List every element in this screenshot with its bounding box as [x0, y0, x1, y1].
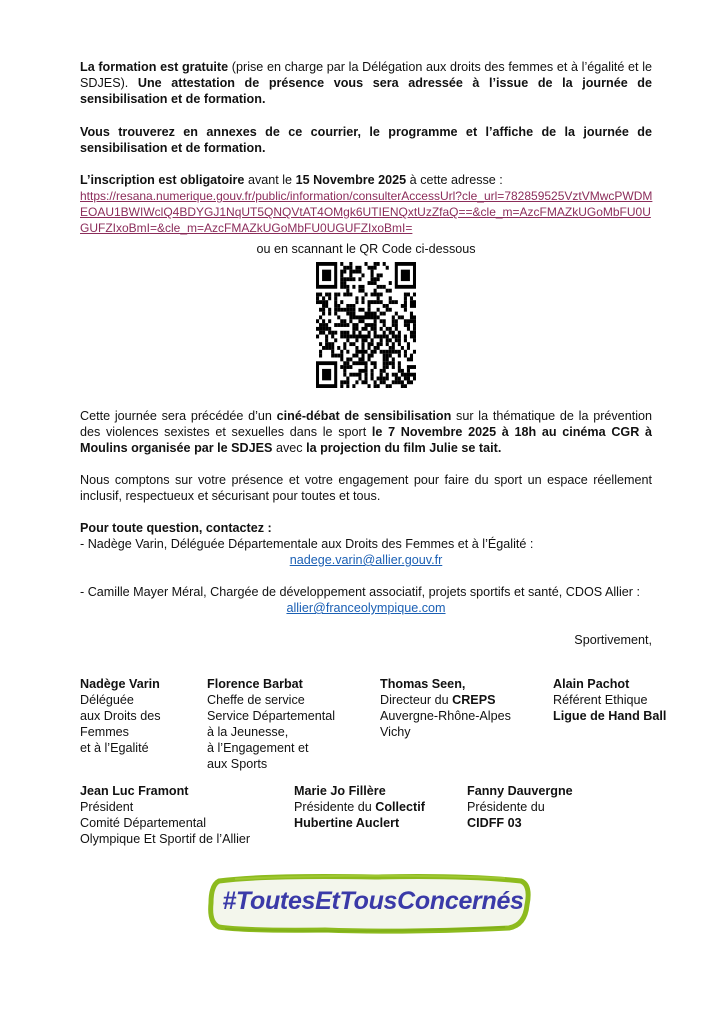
signatory-line-bold: Collectif — [375, 800, 425, 814]
cine-debat-paragraph — [80, 408, 652, 456]
signatory-filliere — [294, 783, 425, 831]
inscription-bold: L’inscription est obligatoire — [80, 173, 245, 187]
signatory-line: Olympique Et Sportif de l’Allier — [80, 832, 251, 846]
signatory-line: Vichy — [380, 725, 411, 739]
signatory-line: Référent Ethique — [553, 693, 648, 707]
signatory-line: CIDFF 03 — [467, 816, 522, 830]
contact-1-email-line — [80, 552, 652, 568]
signatory-line-text: Présidente du — [294, 800, 376, 814]
hashtag-banner-text: #ToutesEtTousConcernés — [222, 887, 524, 915]
inscription-date: 15 Novembre 2025 — [295, 173, 407, 187]
signatory-line: Service Départemental — [207, 709, 336, 723]
signatory-name: Alain Pachot — [553, 677, 630, 691]
signatory-line — [380, 692, 511, 708]
signatory-line-text: Directeur du — [380, 693, 453, 707]
attestation-bold: Une attestation de présence vous sera adressée à l’issue de la journée de sensibilisation et de formation. — [80, 76, 652, 106]
url-paragraph — [80, 188, 654, 236]
registration-link[interactable]: https://resana.numerique.gouv.fr/public/information/consulterAccessUrl?cle_url=782859525VztVMwcPWDMEOAU1BWIWclQ4BDYGJ1NqUT5QNQVtAT4OMgk6UTIENQxtUzZfaQ==&cle_m=AzcFMAZkUGoMbFU0UGUFZIxoBmI=&cle_m=AzcFMAZkUGoMbFU0UGUFZIxoBmI= — [80, 189, 653, 235]
closing: Sportivement, — [574, 633, 652, 647]
signatory-line: Femmes — [80, 725, 129, 739]
signatory-name: Jean Luc Framont — [80, 784, 189, 798]
signatory-line: Ligue de Hand Ball — [553, 709, 667, 723]
contact-2: - Camille Mayer Méral, Chargée de développement associatif, projets sportifs et santé, CDOS Allier : — [80, 585, 640, 599]
cine-bold-d: le 7 Novembre 2025 à 18h au cinéma CGR à Moulins organisée par le SDJES — [80, 425, 652, 455]
annexes-text: Vous trouverez en annexes de ce courrier, le programme et l’affiche de la journée de sensibilisation et de formation. — [80, 125, 652, 155]
contact-title — [80, 520, 652, 536]
inscription-end: à cette adresse : — [406, 173, 503, 187]
signatory-line: et à l’Egalité — [80, 741, 149, 755]
signatory-barbat — [207, 676, 335, 772]
signatory-dauvergne — [467, 783, 573, 831]
inscription-text: avant le — [244, 173, 296, 187]
cine-text-c: sur la thématique de la prévention des violences sexistes et sexuelles dans le sport — [80, 409, 652, 439]
inscription-paragraph — [80, 172, 652, 188]
signatory-line: Présidente du — [467, 800, 545, 814]
signatory-name: Nadège Varin — [80, 677, 160, 691]
contact-title-text: Pour toute question, contactez : — [80, 521, 272, 535]
contact-2-email-line — [80, 600, 652, 616]
contact-2-email-link[interactable]: allier@franceolympique.com — [286, 601, 446, 615]
signatory-line: Auvergne-Rhône-Alpes — [380, 709, 511, 723]
signatory-name: Marie Jo Fillère — [294, 784, 386, 798]
qr-code-image[interactable] — [316, 262, 416, 388]
signatory-line: à la Jeunesse, — [207, 725, 289, 739]
signatory-line: aux Sports — [207, 757, 268, 771]
engagement-paragraph: Nous comptons sur votre présence et votre engagement pour faire du sport un espace réellement inclusif, respectueux et sécurisant pour toutes et tous. — [80, 473, 652, 503]
signatory-line: Cheffe de service — [207, 693, 305, 707]
signatory-name: Fanny Dauvergne — [467, 784, 573, 798]
annexes-paragraph — [80, 124, 652, 156]
signatory-line-bold: CREPS — [452, 693, 496, 707]
qr-caption: ou en scannant le QR Code ci-dessous — [256, 242, 476, 256]
signatory-line: à l’Engagement et — [207, 741, 309, 755]
cine-bold-b: ciné-débat de sensibilisation — [276, 409, 452, 423]
gratuite-text: (prise en charge par la Délégation aux droits des femmes et à l’égalité et le SDJES). — [80, 60, 652, 90]
cine-text-e: avec — [272, 441, 307, 455]
signatory-pachot — [553, 676, 666, 724]
signatory-framont — [80, 783, 250, 847]
signatory-line: Président — [80, 800, 134, 814]
contact-1-email-link[interactable]: nadege.varin@allier.gouv.fr — [289, 553, 443, 567]
gratuite-paragraph — [80, 59, 652, 107]
signatory-line: Comité Départemental — [80, 816, 206, 830]
signatory-seen — [380, 676, 511, 740]
signatory-name: Florence Barbat — [207, 677, 303, 691]
cine-text-a: Cette journée sera précédée d’un — [80, 409, 277, 423]
signatory-line: aux Droits des — [80, 709, 161, 723]
signatory-line — [294, 799, 425, 815]
contact-1: - Nadège Varin, Déléguée Départementale aux Droits des Femmes et à l’Égalité : — [80, 537, 534, 551]
gratuite-bold: La formation est gratuite — [80, 60, 229, 74]
signatory-line: Hubertine Auclert — [294, 816, 400, 830]
signatory-line: Déléguée — [80, 693, 134, 707]
cine-bold-f: la projection du film Julie se tait. — [306, 441, 502, 455]
signatory-name: Thomas Seen, — [380, 677, 466, 691]
signatory-varin — [80, 676, 161, 756]
